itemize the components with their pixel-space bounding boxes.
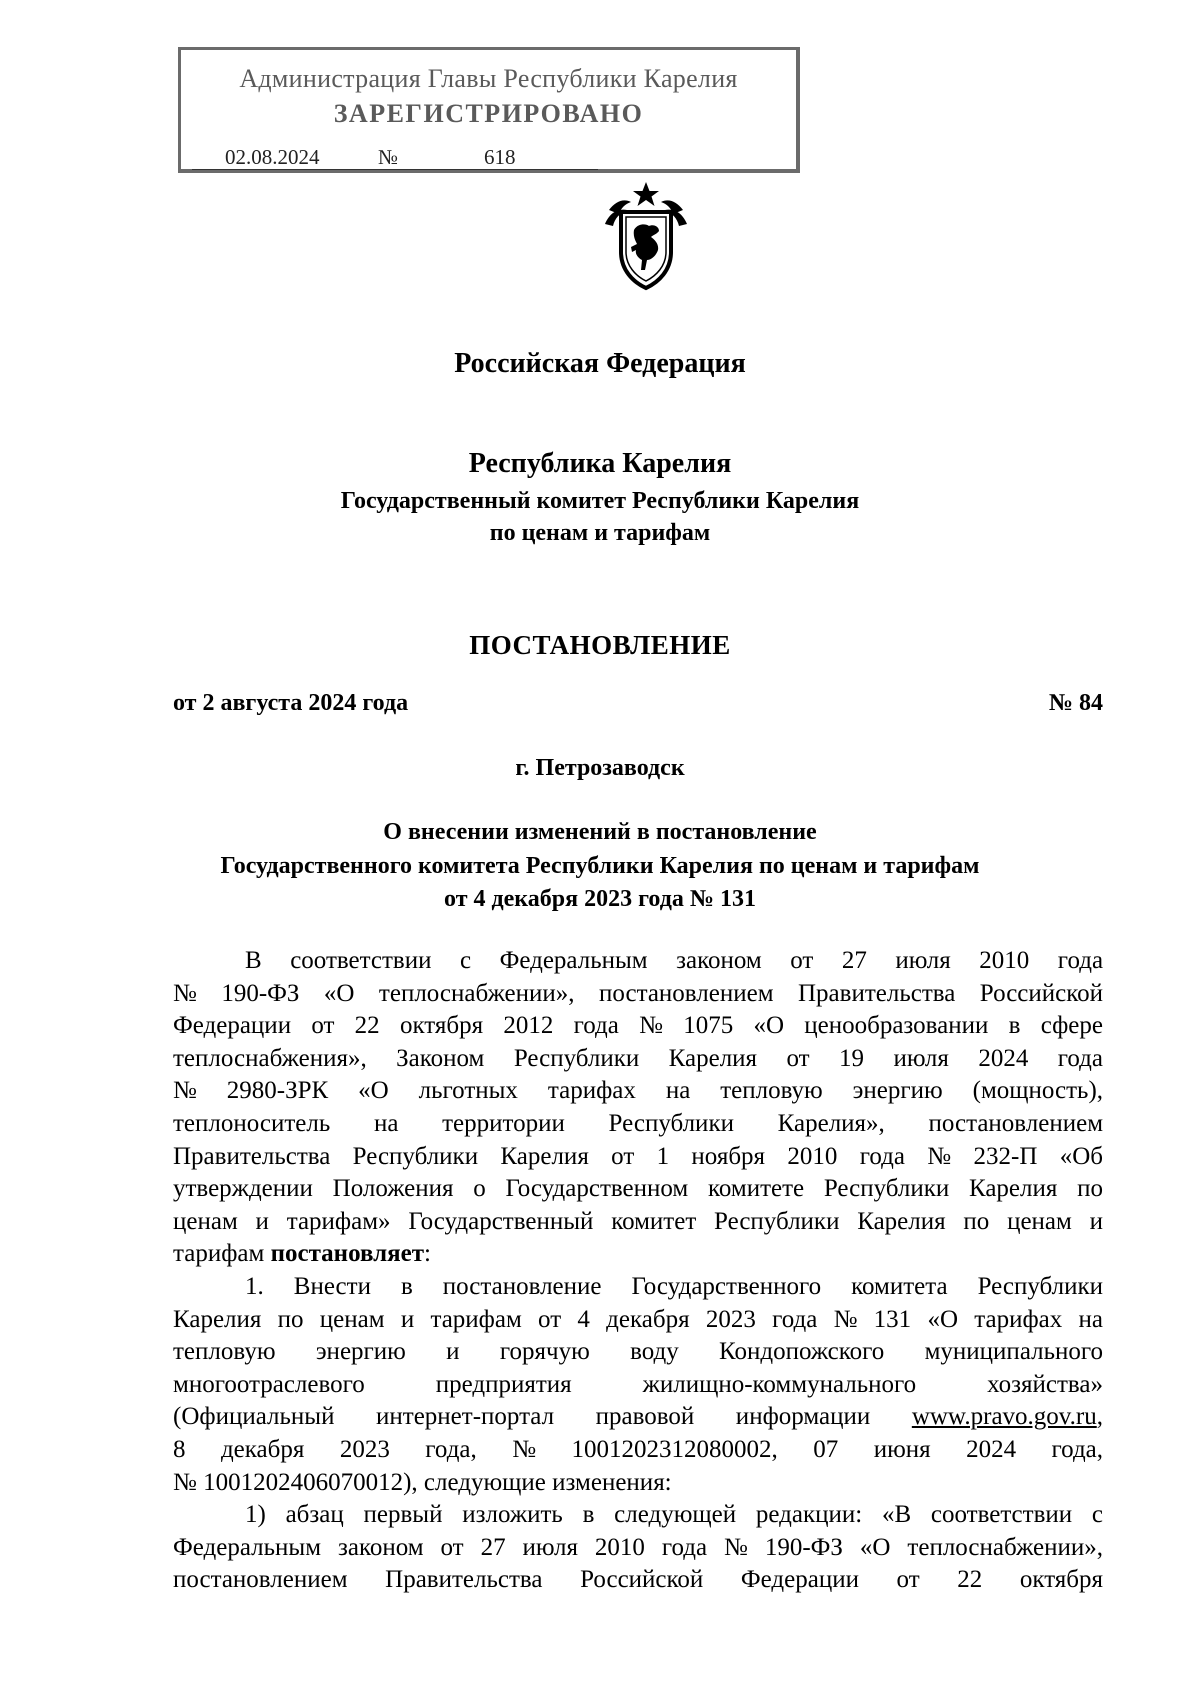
committee-heading-line2: по ценам и тарифам (489, 520, 711, 546)
body-line: № 1001202406070012), следующие изменения: (173, 1468, 672, 1496)
document-date: от 2 августа 2024 года (173, 690, 409, 716)
body-text-plain: (Официальный интернет-портал правовой информации (173, 1403, 912, 1431)
document-number: № 84 (1048, 690, 1103, 716)
document-city: г. Петрозаводск (515, 755, 685, 781)
stamp-registration-line (192, 145, 598, 171)
body-line (173, 1401, 1103, 1434)
body-line: утверждении Положения о Государственном комитете Республики Карелия по (173, 1175, 1103, 1203)
committee-heading-line1: Государственный комитет Республики Карелия (340, 488, 860, 514)
body-line: Карелия по ценам и тарифам от 4 декабря 2023 года № 131 «О тарифах на (173, 1305, 1103, 1333)
body-line: № 190-ФЗ «О теплоснабжении», постановлением Правительства Российской (173, 979, 1103, 1007)
body-text-comma: , (1096, 1403, 1103, 1431)
body-text-resolves: постановляет (270, 1240, 425, 1268)
body-text-colon: : (424, 1240, 431, 1268)
body-line: ценам и тарифам» Государственный комитет Республики Карелия по ценам и (173, 1207, 1103, 1235)
stamp-underline (192, 169, 598, 170)
body-line: Федеральным законом от 27 июля 2010 года № 190-ФЗ «О теплоснабжении», (173, 1533, 1104, 1561)
body-line (173, 1238, 1103, 1271)
body-line: № 2980-ЗРК «О льготных тарифах на тепловую энергию (мощность), (173, 1077, 1104, 1105)
pravo-gov-link[interactable]: www.pravo.gov.ru (911, 1403, 1097, 1431)
body-line: 1) абзац первый изложить в следующей редакции: «В соответствии с (245, 1501, 1103, 1529)
body-line: Федерации от 22 октября 2012 года № 1075 «О ценообразовании в сфере (173, 1012, 1103, 1040)
stamp-registered: ЗАРЕГИСТРИРОВАНО (333, 99, 644, 128)
body-line: 1. Внести в постановление Государственного комитета Республики (245, 1272, 1103, 1300)
document-title-line1: О внесении изменений в постановление (383, 819, 817, 845)
body-line: теплоноситель на территории Республики Карелия», постановлением (173, 1109, 1104, 1137)
body-line: Правительства Республики Карелия от 1 ноября 2010 года № 232-П «Об (173, 1142, 1103, 1170)
stamp-number: 618 (484, 145, 516, 169)
document-body (173, 945, 1103, 1597)
stamp-number-sign: № (378, 145, 399, 169)
document-title-line3: от 4 декабря 2023 года № 131 (444, 886, 756, 912)
republic-heading: Республика Карелия (468, 448, 732, 479)
country-heading: Российская Федерация (454, 348, 746, 379)
body-line: постановлением Правительства Российской Федерации от 22 октября (173, 1566, 1104, 1594)
body-line: 8 декабря 2023 года, № 1001202312080002, 07 июня 2024 года, (173, 1435, 1104, 1463)
document-type: ПОСТАНОВЛЕНИЕ (469, 630, 731, 660)
karelia-coat-of-arms-icon (601, 180, 691, 292)
body-line: теплоснабжения», Законом Республики Карелия от 19 июля 2024 года (173, 1044, 1103, 1072)
stamp-authority: Администрация Главы Республики Карелия (239, 64, 738, 93)
body-line: многоотраслевого предприятия жилищно-коммунального хозяйства» (173, 1370, 1103, 1398)
document-title-line2: Государственного комитета Республики Карелия по ценам и тарифам (220, 853, 980, 879)
stamp-date: 02.08.2024 (225, 145, 320, 169)
body-line: В соответствии с Федеральным законом от 27 июля 2010 года (245, 947, 1104, 974)
body-line: тепловую энергию и горячую воду Кондопожского муниципального (173, 1338, 1104, 1366)
body-text-plain: тарифам (173, 1240, 271, 1268)
